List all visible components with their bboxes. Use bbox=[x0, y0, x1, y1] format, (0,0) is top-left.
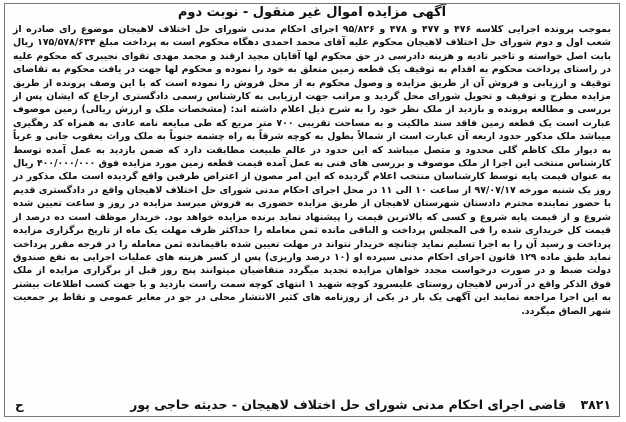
legal-notice bbox=[4, 3, 620, 417]
footer-mark: ح bbox=[15, 398, 24, 412]
notice-code: ۳۸۲۱ bbox=[580, 397, 611, 412]
signature-line: قاضی اجرای احکام مدنی شورای حل اختلاف لاهیجان - حدیثه حاجی پور bbox=[130, 397, 567, 412]
notice-body: بموجب پرونده اجرایی کلاسه ۴۷۶ و ۴۷۷ و ۴۷۸ و ۹۵/۸۲۶ اجرای احکام مدنی شورای حل اختلاف لاهیجان موضوع رای صادره از شعب اول و دوم شورای حل اختلاف لاهیجان محکوم علیه آقای محمد احمدی دهگاه محکوم است به پرداخت مبلغ ۱۷۵/۵۷۸/۶۳۴ ریال بابت اصل خواسته و تاخیر تادیه و هزینه دادرسی در حق محکوم لها آقایان مجید ارقند و محمد مهدی تقوای نجیبری که محکوم علیه در راستای پرداخت محکوم به اقدام به توقیف یک قطعه زمین متعلق به خود را نموده و محکوم لها جهت در یافت محکوم به تقاضای توقیف و ارزیابی و فروش آن از طریق مزایده و وصول محکوم به از محل فروش را نموده است که با این وصف پرونده از طریق مزایده مطرح و توقیف و تحویل شورای محل گردید و مراتب جهت ارزیابی به کارشناس رسمی دادگستری ارجاع که ایشان پس از بررسی و مطالعه پرونده و بازدید از ملک نظر خود را به شرح ذیل اعلام داشته اند: (مشخصات ملک و ارزش ریالی) زمین موصوف عبارت است یک قطعه زمین فاقد سند مالکیت و به مساحت تقریبی ۷۰۰ متر مربع که طی مبایعه نامه عادی به همراه کد رهگیری میباشد ملک مذکور حدود اربعه آن عبارت است از شمالاً بطول به کوچه شرقاً به راه چشمه جنوباً به ملک وراث یعقوب جانی و غرباً به دیوار ملک کاظم گلی محدود و متصل میباشد که این حدود در عالم طبیعت مطابقت دارد که ضمن بازدید به عمل آمده توسط کارشناس منتخب این اجرا از ملک موصوف و بررسی های فنی به عمل آمده قیمت قطعه زمین مورد مزایده فوق ۴۰۰/۰۰۰/۰۰۰ ریال به عنوان قیمت پایه توسط کارشناسان منتخب اعلام گردیده که این امر مصون از اعتراض طرفین واقع گردیده است ملک مذکور در روز یک شنبه مورخه ۹۷/۰۷/۱۷ از ساعت ۱۰ الی ۱۱ در محل اجرای احکام مدنی شورای حل اختلاف لاهیجان واقع در دادگستری قدیم با حضور نماینده محترم دادستان شهرستان لاهیجان از طریق مزایده حضوری به فروش میرسد مزایده در روز و ساعت تعیین شده شروع و از قیمت پایه شروع و کسی که بالاترین قیمت را پیشنهاد نماید برنده مزایده خواهد بود. خریدار موظف است ده درصد از قیمت کل خریداری شده را فی المجلس پرداخت و الباقی مانده ثمن معامله را حداکثر ظرف مهلت یک ماه از تاریخ برگزاری مزایده پرداخت و رسید آن را به اجرا تسلیم نماید چنانچه خریدار نتواند در مهلت تعیین شده باقیمانده ثمن معامله را در فرجه مقرر پرداخت نماید طبق ماده ۱۲۹ قانون اجرای احکام مدنی سپرده او (۱۰ درصد واریزی) پس از کسر هزینه های عملیات اجرایی به نفع صندوق دولت ضبط و در صورت درخواست مجدد خواهان مزایده تجدید میگردد متقاضیان میتوانند پنج روز قبل از برگزاری مزایده از ملک فوق الذکر واقع در آدرس لاهیجان روستای علیسرود کوچه شهید ۱ انتهای کوچه سمت راست بازدید و یا جهت کسب اطلاعات بیشتر به این اجرا مراجعه نمایند این آگهی یک بار در یکی از روزنامه های کثیر الانتشار محلی در جو در معابر عمومی و نقاط پر جمعیت شهر الصاق میگردد. bbox=[13, 24, 611, 317]
notice-title: آگهی مزایده اموال غیر منقول - نوبت دوم bbox=[177, 5, 447, 20]
notice-footer bbox=[5, 395, 619, 415]
